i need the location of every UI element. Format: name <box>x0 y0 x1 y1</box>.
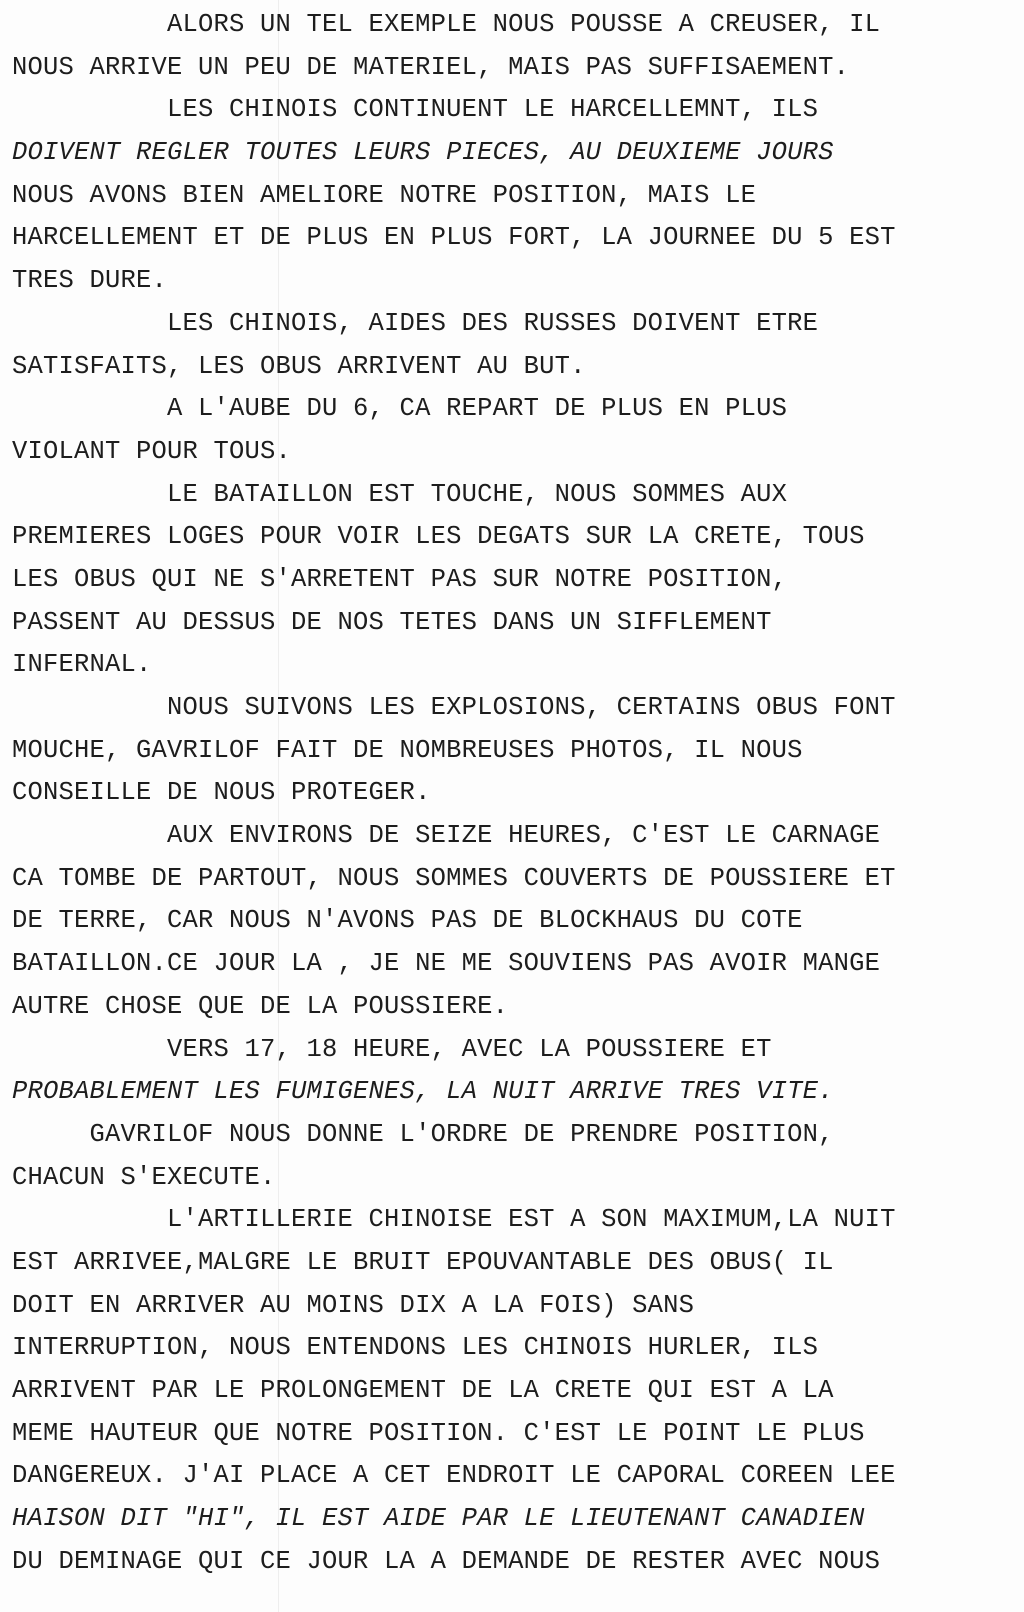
document-line: AUTRE CHOSE QUE DE LA POUSSIERE. <box>12 991 509 1021</box>
document-line: NOUS ARRIVE UN PEU DE MATERIEL, MAIS PAS SUFFISAEMENT. <box>12 52 850 82</box>
document-line: LES CHINOIS CONTINUENT LE HARCELLEMNT, ILS <box>12 95 819 125</box>
document-line: AUX ENVIRONS DE SEIZE HEURES, C'EST LE CARNAGE <box>12 821 881 851</box>
document-line: NOUS SUIVONS LES EXPLOSIONS, CERTAINS OBUS FONT <box>12 693 896 722</box>
document-line: BATAILLON.CE JOUR LA , JE NE ME SOUVIENS PAS AVOIR MANGE <box>12 949 881 979</box>
document-line: VERS 17, 18 HEURE, AVEC LA POUSSIERE ET <box>12 1034 772 1064</box>
document-body <box>12 4 1002 1583</box>
document-line: HAISON DIT "HI", IL EST AIDE PAR LE LIEUTENANT CANADIEN <box>12 1504 865 1534</box>
document-line: CHACUN S'EXECUTE. <box>12 1162 276 1192</box>
document-line: MOUCHE, GAVRILOF FAIT DE NOMBREUSES PHOTOS, IL NOUS <box>12 735 803 765</box>
document-line: L'ARTILLERIE CHINOISE EST A SON MAXIMUM,LA NUIT <box>12 1205 896 1235</box>
page-fold-line <box>278 0 279 1612</box>
document-line: HARCELLEMENT ET DE PLUS EN PLUS FORT, LA JOURNEE DU 5 EST <box>12 223 896 253</box>
document-line: DOIVENT REGLER TOUTES LEURS PIECES, AU DEUXIEME JOURS <box>12 138 834 168</box>
document-line: DOIT EN ARRIVER AU MOINS DIX A LA FOIS) SANS <box>12 1290 695 1320</box>
document-line: LES CHINOIS, AIDES DES RUSSES DOIVENT ETRE <box>12 308 819 338</box>
document-line: SATISFAITS, LES OBUS ARRIVENT AU BUT. <box>12 351 586 381</box>
document-line: INFERNAL. <box>12 650 152 680</box>
document-line: GAVRILOF NOUS DONNE L'ORDRE DE PRENDRE POSITION, <box>12 1119 834 1149</box>
document-line: DANGEREUX. J'AI PLACE A CET ENDROIT LE CAPORAL COREEN LEE <box>12 1461 896 1491</box>
document-line: CONSEILLE DE NOUS PROTEGER. <box>12 778 431 808</box>
document-line: EST ARRIVEE,MALGRE LE BRUIT EPOUVANTABLE DES OBUS( IL <box>12 1247 834 1277</box>
document-line: A L'AUBE DU 6, CA REPART DE PLUS EN PLUS <box>12 394 788 424</box>
document-line: INTERRUPTION, NOUS ENTENDONS LES CHINOIS HURLER, ILS <box>12 1333 819 1363</box>
document-line: LES OBUS QUI NE S'ARRETENT PAS SUR NOTRE POSITION, <box>12 564 788 594</box>
document-line: NOUS AVONS BIEN AMELIORE NOTRE POSITION, MAIS LE <box>12 180 757 210</box>
document-line: MEME HAUTEUR QUE NOTRE POSITION. C'EST LE POINT LE PLUS <box>12 1418 865 1448</box>
document-line: PREMIERES LOGES POUR VOIR LES DEGATS SUR LA CRETE, TOUS <box>12 522 865 552</box>
document-line: DE TERRE, CAR NOUS N'AVONS PAS DE BLOCKHAUS DU COTE <box>12 906 803 936</box>
document-line: TRES DURE. <box>12 266 168 296</box>
document-line: VIOLANT POUR TOUS. <box>12 436 292 466</box>
document-line: PASSENT AU DESSUS DE NOS TETES DANS UN SIFFLEMENT <box>12 607 772 637</box>
document-line: ALORS UN TEL EXEMPLE NOUS POUSSE A CREUSER, IL <box>12 10 881 39</box>
document-line: DU DEMINAGE QUI CE JOUR LA A DEMANDE DE RESTER AVEC NOUS <box>12 1546 881 1576</box>
document-line: ARRIVENT PAR LE PROLONGEMENT DE LA CRETE QUI EST A LA <box>12 1376 834 1405</box>
document-line: PROBABLEMENT LES FUMIGENES, LA NUIT ARRIVE TRES VITE. <box>12 1077 834 1107</box>
document-line: LE BATAILLON EST TOUCHE, NOUS SOMMES AUX <box>12 479 788 509</box>
document-line: CA TOMBE DE PARTOUT, NOUS SOMMES COUVERTS DE POUSSIERE ET <box>12 863 896 893</box>
